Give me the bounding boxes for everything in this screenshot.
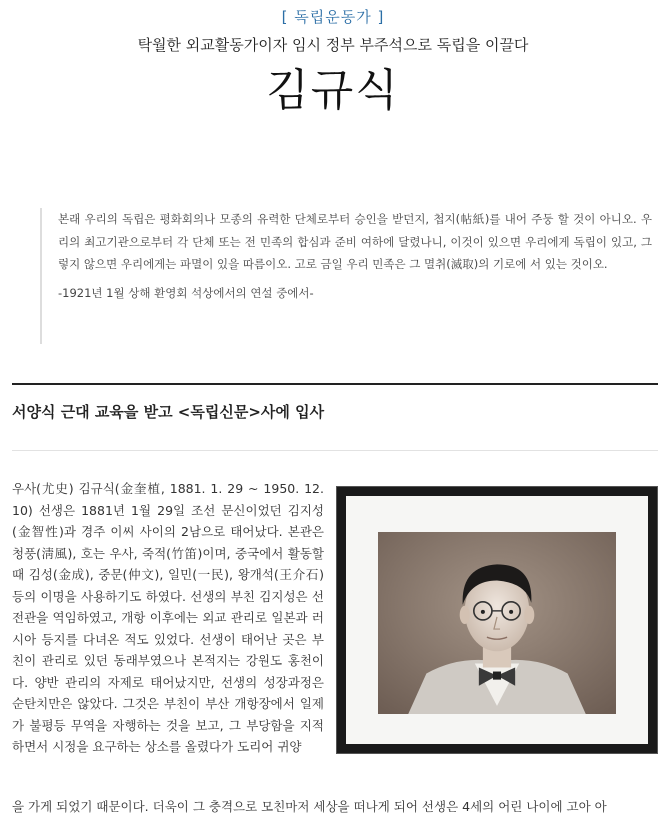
page-subtitle: 탁월한 외교활동가이자 임시 정부 부주석으로 독립을 이끌다 <box>137 36 529 54</box>
quote-text: 본래 우리의 독립은 평화회의나 모종의 유력한 단체로부터 승인을 받던지, 첩지(帖紙)를 내어 주둥 할 것이 아니오. 우리의 최고기관으로부터 각 단체 또는 전 민족의 합심과 준비 여하에 달렸나니, 이것이 있으면 우리에게 독립이 있고, 그렇지 않으면 우리에게는 파멸이 있을 따름이오. 고로 금일 우리 민족은 그 멸취(滅取)의 기로에 서 있는 것이오. <box>58 212 652 271</box>
portrait-mat <box>346 496 648 744</box>
portrait-frame <box>336 486 658 754</box>
heading-underline <box>12 450 658 451</box>
body-last-line: 을 가게 되었기 때문이다. 더욱이 그 충격으로 모친마저 세상을 떠나게 되어 선생은 4세의 어린 나이에 고아 아 <box>12 799 607 814</box>
category-label: [ 독립운동가 ] <box>281 8 385 26</box>
quote-block <box>40 208 652 344</box>
portrait-photo-icon <box>378 532 616 714</box>
section-divider <box>12 383 658 385</box>
quote-source: -1921년 1월 상해 환영회 석상에서의 연설 중에서- <box>58 285 314 300</box>
section-heading: 서양식 근대 교육을 받고 <독립신문>사에 입사 <box>12 403 325 421</box>
body-paragraph: 우사(尤史) 김규식(金奎植, 1881. 1. 29 ~ 1950. 12. 10) 선생은 1881년 1월 29일 조선 문신이었던 김지성(金智性)과 경주 이씨 사이의 2남으로 태어났다. 본관은 청풍(淸風), 호는 우사, 죽적(竹笛)이며, 중국에서 활동할 때 김성(金成), 중문(仲文), 일민(一民), 왕개석(王介石) 등의 이명을 사용하기도 하였다. 선생의 부친 김지성은 선전관을 역임하였고, 개항 이후에는 외교 관리로 일본과 러시아 등지를 다녀온 적도 있었다. 선생이 태어난 곳은 부친이 관리로 있던 동래부였으나 본적지는 강원도 홍천이다. 양반 관리의 자제로 태어났지만, 선생의 성장과정은 순탄치만은 않았다. 그것은 부친이 부산 개항장에서 일제가 불평등 무역을 자행하는 것을 보고, 그 부당함을 지적하면서 시정을 요구하는 상소를 올렸다가 도리어 귀양 <box>12 481 324 754</box>
page-title: 김규식 <box>266 65 400 116</box>
